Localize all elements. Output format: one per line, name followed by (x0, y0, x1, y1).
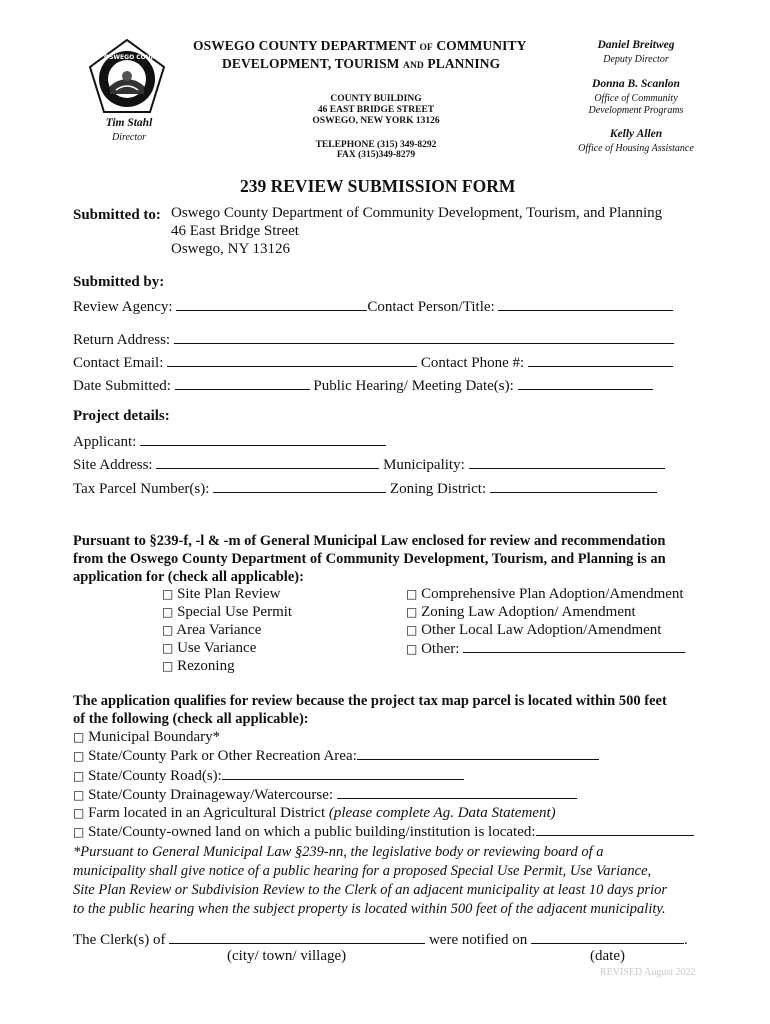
qualify-farm[interactable]: □ Farm located in an Agricultural District (please complete Ag. Data Statement) (73, 805, 556, 822)
qualifies-line1: The application qualifies for review because the project tax map parcel is located within 500 feet (73, 693, 667, 709)
seal-text: OSWEGO COUNTY (104, 54, 165, 61)
drainageway-field[interactable] (337, 785, 577, 799)
clerk-date-field[interactable] (531, 930, 684, 944)
footnote-paragraph (73, 843, 723, 919)
ocdp-title-line2: Development Programs (588, 105, 684, 116)
submitted-to-line1: Oswego County Department of Community Development, Tourism, and Planning (171, 205, 663, 221)
municipality-label: Municipality: (379, 457, 469, 473)
return-address-field[interactable] (174, 330, 674, 344)
project-details-label: Project details: (73, 408, 170, 424)
qualifies-paragraph (73, 692, 713, 728)
review-agency-field[interactable] (176, 297, 367, 311)
footnote-line1: *Pursuant to General Municipal Law §239-nn, the legislative body or reviewing board of a (73, 844, 604, 860)
checkbox-icon[interactable]: □ (162, 605, 174, 619)
telephone: TELEPHONE (315) 349-8292 (315, 140, 437, 150)
tax-parcel-label: Tax Parcel Number(s): (73, 481, 214, 497)
address-line3: OSWEGO, NEW YORK 13126 (312, 116, 440, 126)
revised-note: REVISED August 2022 (600, 967, 696, 978)
contact-email-label: Contact Email: (73, 355, 168, 371)
checkbox-icon[interactable]: □ (406, 605, 418, 619)
clerk-caption-right: (date) (590, 948, 625, 964)
form-title: 239 REVIEW SUBMISSION FORM (240, 176, 516, 196)
seal-year: 1816 (120, 100, 136, 106)
contact-person-field[interactable] (498, 297, 673, 311)
deputy-director-title: Deputy Director (603, 54, 669, 65)
contact-phone-label: Contact Phone #: (417, 355, 528, 371)
return-address-row (73, 330, 674, 349)
clerk-municipality-field[interactable] (169, 930, 425, 944)
tax-parcel-row (73, 479, 657, 498)
checkbox-icon[interactable]: □ (162, 659, 174, 673)
clerk-caption-left: (city/ town/ village) (227, 948, 347, 964)
other-field[interactable] (463, 639, 685, 653)
pursuant-line2: from the Oswego County Department of Community Development, Tourism, and Planning is an (73, 551, 666, 567)
footnote-line3: Site Plan Review or Subdivision Review to the Clerk of an adjacent municipality at least 10 days prior (73, 882, 667, 898)
department-name-line1: OSWEGO COUNTY DEPARTMENT OF COMMUNITY (193, 38, 527, 53)
clerk-notified-label: were notified on (425, 932, 532, 948)
submitted-to-line3: Oswego, NY 13126 (171, 241, 291, 257)
applicant-field[interactable] (140, 432, 386, 446)
pursuant-paragraph (73, 532, 713, 586)
option-zoning-law[interactable]: □ Zoning Law Adoption/ Amendment (406, 604, 636, 620)
return-address-label: Return Address: (73, 332, 174, 348)
qualify-state-land[interactable]: □ State/County-owned land on which a public building/institution is located: (73, 822, 694, 841)
ocdp-name: Donna B. Scanlon (592, 78, 680, 90)
clerk-row: The Clerk(s) of were notified on . (73, 932, 688, 948)
road-field[interactable] (222, 766, 464, 780)
department-name-line2: DEVELOPMENT, TOURISM AND PLANNING (222, 56, 501, 71)
checkbox-icon[interactable]: □ (406, 587, 418, 601)
address-line2: 46 EAST BRIDGE STREET (317, 105, 435, 115)
tax-parcel-field[interactable] (213, 479, 386, 493)
option-site-plan-review[interactable]: □ Site Plan Review (162, 586, 281, 602)
site-address-label: Site Address: (73, 457, 157, 473)
zoning-district-field[interactable] (490, 479, 657, 493)
checkbox-icon[interactable]: □ (406, 642, 418, 656)
qualify-road[interactable]: □ State/County Road(s): (73, 766, 694, 785)
checkbox-icon[interactable]: □ (73, 806, 85, 821)
qualifies-line2: of the following (check all applicable): (73, 711, 309, 727)
qualifies-options (73, 728, 694, 842)
park-field[interactable] (357, 746, 599, 760)
pursuant-line3: application for (check all applicable): (73, 569, 304, 585)
footnote-line4: to the public hearing when the subject property is located within 500 feet of the adjacent municipality. (73, 901, 666, 917)
option-other-local-law[interactable]: □ Other Local Law Adoption/Amendment (406, 622, 662, 638)
checkbox-icon[interactable]: □ (73, 768, 85, 783)
address-line1: COUNTY BUILDING (330, 94, 422, 104)
checkbox-icon[interactable]: □ (73, 749, 85, 764)
fax: FAX (315)349-8279 (336, 150, 416, 160)
checkbox-icon[interactable]: □ (73, 825, 85, 840)
checkbox-icon[interactable]: □ (162, 641, 174, 655)
checkbox-icon[interactable]: □ (162, 623, 174, 637)
applicant-row (73, 432, 386, 451)
submitted-to-line2: 46 East Bridge Street (171, 223, 299, 239)
checkbox-icon[interactable]: □ (73, 787, 85, 802)
date-submitted-field[interactable] (175, 376, 310, 390)
qualify-drainageway[interactable]: □ State/County Drainageway/Watercourse: (73, 785, 694, 804)
option-comprehensive-plan[interactable]: □ Comprehensive Plan Adoption/Amendment (406, 586, 684, 602)
submitted-to-label: Submitted to: (73, 207, 161, 223)
date-submitted-label: Date Submitted: (73, 378, 175, 394)
option-area-variance[interactable]: □ Area Variance (162, 622, 262, 638)
state-land-field[interactable] (536, 822, 694, 836)
applicant-label: Applicant: (73, 434, 141, 450)
zoning-district-label: Zoning District: (386, 481, 490, 497)
checkbox-icon[interactable]: □ (73, 730, 85, 744)
qualify-park[interactable]: □ State/County Park or Other Recreation Area: (73, 746, 694, 765)
footnote-line2: municipality shall give notice of a public hearing for a proposed Special Use Permit, Use Variance, (73, 863, 652, 879)
housing-title: Office of Housing Assistance (578, 143, 694, 154)
contact-row (73, 353, 673, 372)
review-agency-label: Review Agency: (73, 299, 177, 315)
contact-email-field[interactable] (167, 353, 417, 367)
contact-phone-field[interactable] (528, 353, 673, 367)
site-address-field[interactable] (156, 455, 379, 469)
clerk-label: The Clerk(s) of (73, 932, 170, 948)
director-title: Director (111, 132, 147, 143)
ocdp-title-line1: Office of Community (594, 93, 678, 104)
dates-row (73, 376, 653, 395)
option-rezoning[interactable]: □ Rezoning (162, 658, 235, 674)
submitted-by-label: Submitted by: (73, 274, 165, 290)
municipality-field[interactable] (469, 455, 665, 469)
checkbox-icon[interactable]: □ (406, 623, 418, 637)
site-address-row (73, 455, 665, 474)
option-special-use-permit[interactable]: □ Special Use Permit (162, 604, 293, 620)
checkbox-icon[interactable]: □ (162, 587, 174, 601)
application-types-right (406, 585, 685, 658)
review-agency-row (73, 297, 673, 316)
contact-person-label: Contact Person/Title: (367, 299, 499, 315)
qualify-municipal-boundary[interactable]: □ Municipal Boundary* (73, 729, 221, 745)
option-other[interactable]: □ Other: (406, 639, 685, 658)
public-hearing-field[interactable] (518, 376, 653, 390)
public-hearing-label: Public Hearing/ Meeting Date(s): (309, 378, 518, 394)
housing-name: Kelly Allen (609, 128, 663, 140)
director-name: Tim Stahl (105, 117, 153, 129)
option-use-variance[interactable]: □ Use Variance (162, 640, 257, 656)
pursuant-line1: Pursuant to §239-f, -l & -m of General Municipal Law enclosed for review and recommendation (73, 533, 666, 549)
application-types-left (162, 585, 292, 675)
deputy-director-name: Daniel Breitweg (597, 39, 675, 51)
